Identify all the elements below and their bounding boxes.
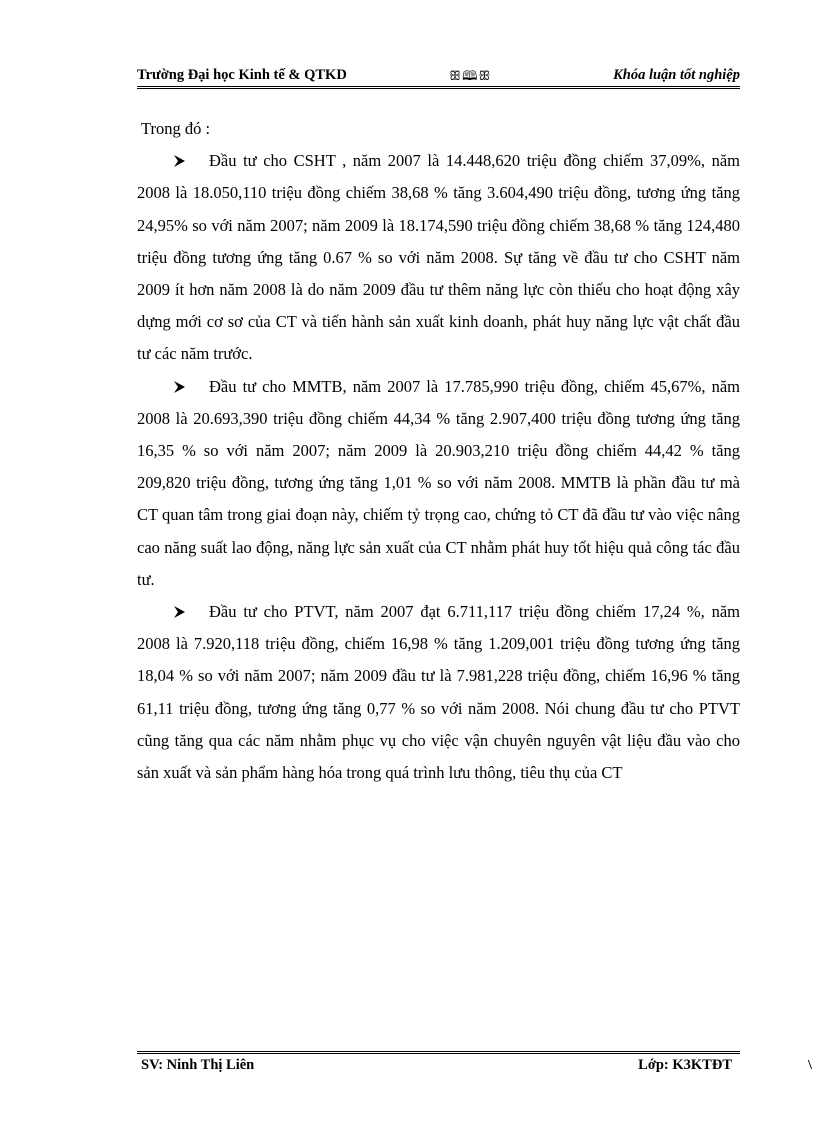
footer-class-name: Lớp: K3KTĐT (638, 1057, 732, 1073)
document-body (137, 113, 740, 789)
arrow-bullet-icon (173, 145, 209, 177)
header-divider (137, 86, 740, 89)
paragraph-text: Đầu tư cho MMTB, năm 2007 là 17.785,990 triệu đồng, chiếm 45,67%, năm 2008 là 20.693,390 triệu đồng chiếm 44,34 % tăng 2.907,400 triệu đồng tương ứng tăng 16,35 % so với năm 2007; năm 2009 là 20.903,210 triệu đồng chiếm 44,42 % tăng 209,820 triệu đồng, tương ứng tăng 1,01 % so với năm 2008. MMTB là phần đầu tư mà CT quan tâm trong giai đoạn này, chiếm tỷ trọng cao, chứng tỏ CT đã đầu tư vào việc nâng cao năng suất lao động, năng lực sản xuất của CT nhằm phát huy tốt hiệu quả công tác đầu tư. (137, 376, 740, 589)
arrow-bullet-icon (173, 371, 209, 403)
lead-text: Trong đó : (141, 119, 211, 138)
arrow-bullet-icon (173, 596, 209, 628)
paragraph-ptvt (137, 596, 740, 789)
paragraph-mmtb (137, 371, 740, 596)
footer-student-name: SV: Ninh Thị Liên (141, 1057, 255, 1073)
header-document-type: Khóa luận tốt nghiệp (613, 67, 740, 83)
page-footer (137, 1057, 740, 1077)
header-ornament-icon: ꕥ🕮ꕥ (449, 68, 492, 83)
paragraph-text: Đầu tư cho CSHT , năm 2007 là 14.448,620 triệu đồng chiếm 37,09%, năm 2008 là 18.050,110 triệu đồng chiếm 38,68 % tăng 3.604,490 triệu đồng, tương ứng tăng 24,95% so với năm 2007; năm 2009 là 18.174,590 triệu đồng chiếm 38,68 % tăng 124,480 triệu đồng tương ứng tăng 0.67 % so với năm 2008. Sự tăng về đầu tư cho CSHT năm 2009 ít hơn năm 2008 là do năm 2009 đầu tư thêm năng lực còn thiếu cho hoạt động xây dựng mới cơ sơ của CT và tiến hành sản xuất kinh doanh, phát huy năng lực vật chất đầu tư các năm trước. (137, 151, 740, 364)
header-school-name: Trường Đại học Kinh tế & QTKD (137, 67, 347, 83)
page-header (137, 67, 740, 87)
paragraph-text: Đầu tư cho PTVT, năm 2007 đạt 6.711,117 triệu đồng chiếm 17,24 %, năm 2008 là 7.920,118 triệu đồng, chiếm 16,98 % tăng 1.209,001 triệu đồng tương ứng tăng 18,04 % so với năm 2007; năm 2009 đầu tư là 7.981,228 triệu đồng, chiếm 16,96 % tăng 61,11 triệu đồng, tương ứng tăng 0,77 % so với năm 2008. Nói chung đầu tư cho PTVT cũng tăng qua các năm nhằm phục vụ cho việc vận chuyên nguyên vật liệu đầu vào cho sản xuất và sản phẩm hàng hóa trong quá trình lưu thông, tiêu thụ của CT (137, 602, 740, 783)
footer-divider (137, 1051, 740, 1054)
paragraph-cs-ht (137, 145, 740, 370)
edge-mark: \ (808, 1058, 812, 1073)
